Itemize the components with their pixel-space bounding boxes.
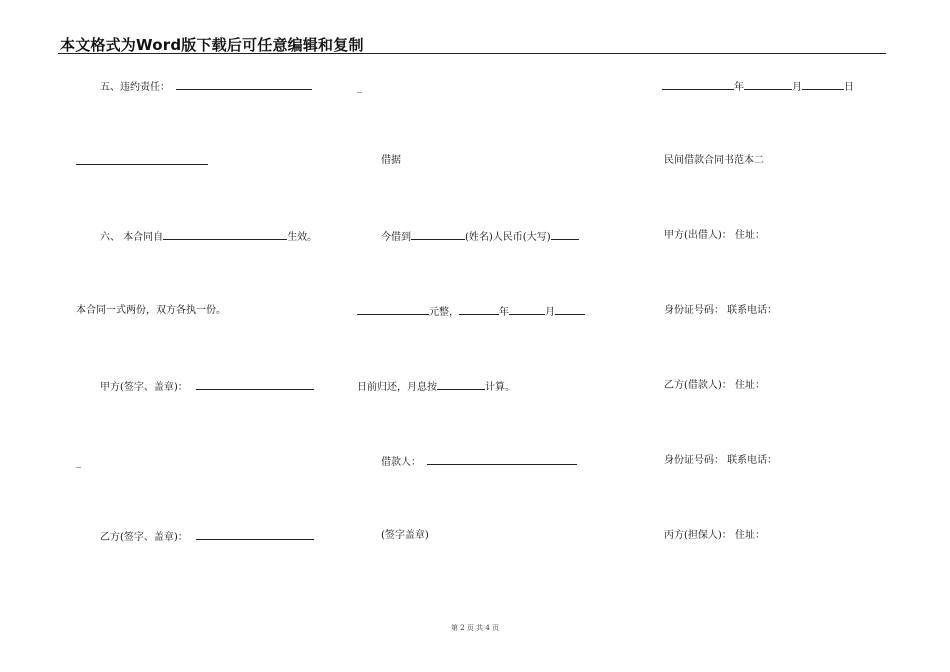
day-blank bbox=[555, 304, 585, 315]
borrowed-from-prefix: 今借到 bbox=[381, 232, 411, 243]
breach-liability-line bbox=[100, 79, 312, 95]
repayment-line bbox=[357, 379, 515, 395]
interest-blank bbox=[437, 379, 485, 390]
repayment-suffix: 计算。 bbox=[485, 382, 515, 393]
amount-blank bbox=[357, 304, 429, 315]
breach-liability-label: 五、违约责任： bbox=[100, 82, 170, 93]
effective-date-prefix: 六、 本合同自 bbox=[100, 232, 164, 243]
continuation-blank bbox=[76, 154, 208, 165]
month-label: 月 bbox=[545, 307, 555, 318]
date-month-label: 月 bbox=[792, 82, 802, 93]
party-a-id-phone: 身份证号码： 联系电话： bbox=[664, 305, 778, 316]
effective-date-suffix: 生效。 bbox=[287, 232, 318, 243]
effective-date-line bbox=[100, 229, 317, 245]
date-year-label: 年 bbox=[734, 82, 744, 93]
year-blank bbox=[459, 304, 499, 315]
copies-line: 本合同一式两份，双方各执一份。 bbox=[76, 305, 226, 316]
amount-suffix: 元整， bbox=[429, 307, 459, 318]
year-label: 年 bbox=[499, 307, 509, 318]
party-a-signature-label: 甲方(签字、盖章)： bbox=[100, 382, 188, 393]
iou-title: 借据 bbox=[381, 155, 401, 166]
party-b-id-phone: 身份证号码： 联系电话： bbox=[664, 455, 778, 466]
party-a-info: 甲方(出借人)： 住址： bbox=[664, 230, 765, 241]
borrower-line bbox=[381, 454, 577, 470]
blank-line bbox=[76, 154, 208, 170]
month-blank bbox=[509, 304, 545, 315]
underscore-mark: _ bbox=[76, 457, 81, 468]
sign-seal-note: (签字盖章) bbox=[381, 530, 429, 541]
amount-uppercase-blank bbox=[551, 229, 579, 240]
party-b-signature-label: 乙方(签字、盖章)： bbox=[100, 532, 188, 543]
borrowed-from-line bbox=[381, 229, 579, 245]
borrowed-from-middle: (姓名)人民币(大写) bbox=[465, 232, 551, 243]
repayment-prefix: 日前归还，月息按 bbox=[357, 382, 437, 393]
underscore-mark-2: _ bbox=[357, 82, 362, 93]
borrower-label: 借款人： bbox=[381, 457, 421, 468]
date-line bbox=[662, 79, 854, 95]
contract-title: 民间借款合同书范本二 bbox=[664, 155, 764, 166]
header-rule bbox=[58, 53, 886, 54]
page-number: 第 2 页 共 4 页 bbox=[450, 624, 500, 632]
effective-date-blank bbox=[163, 229, 287, 240]
party-b-signature-blank bbox=[196, 529, 314, 540]
breach-liability-blank bbox=[176, 79, 312, 90]
date-year-blank bbox=[662, 79, 734, 90]
party-a-signature-blank bbox=[196, 379, 314, 390]
borrower-blank bbox=[427, 454, 577, 465]
date-day-label: 日 bbox=[844, 82, 854, 93]
party-b-signature-line bbox=[100, 529, 314, 545]
party-c-info: 丙方(担保人)： 住址： bbox=[664, 530, 765, 541]
party-b-info: 乙方(借款人)： 住址： bbox=[664, 380, 765, 391]
header-title: 本文格式为Word版下载后可任意编辑和复制 bbox=[60, 36, 364, 54]
date-day-blank bbox=[802, 79, 844, 90]
amount-date-line bbox=[357, 304, 585, 320]
date-month-blank bbox=[744, 79, 792, 90]
lender-name-blank bbox=[411, 229, 465, 240]
party-a-signature-line bbox=[100, 379, 314, 395]
